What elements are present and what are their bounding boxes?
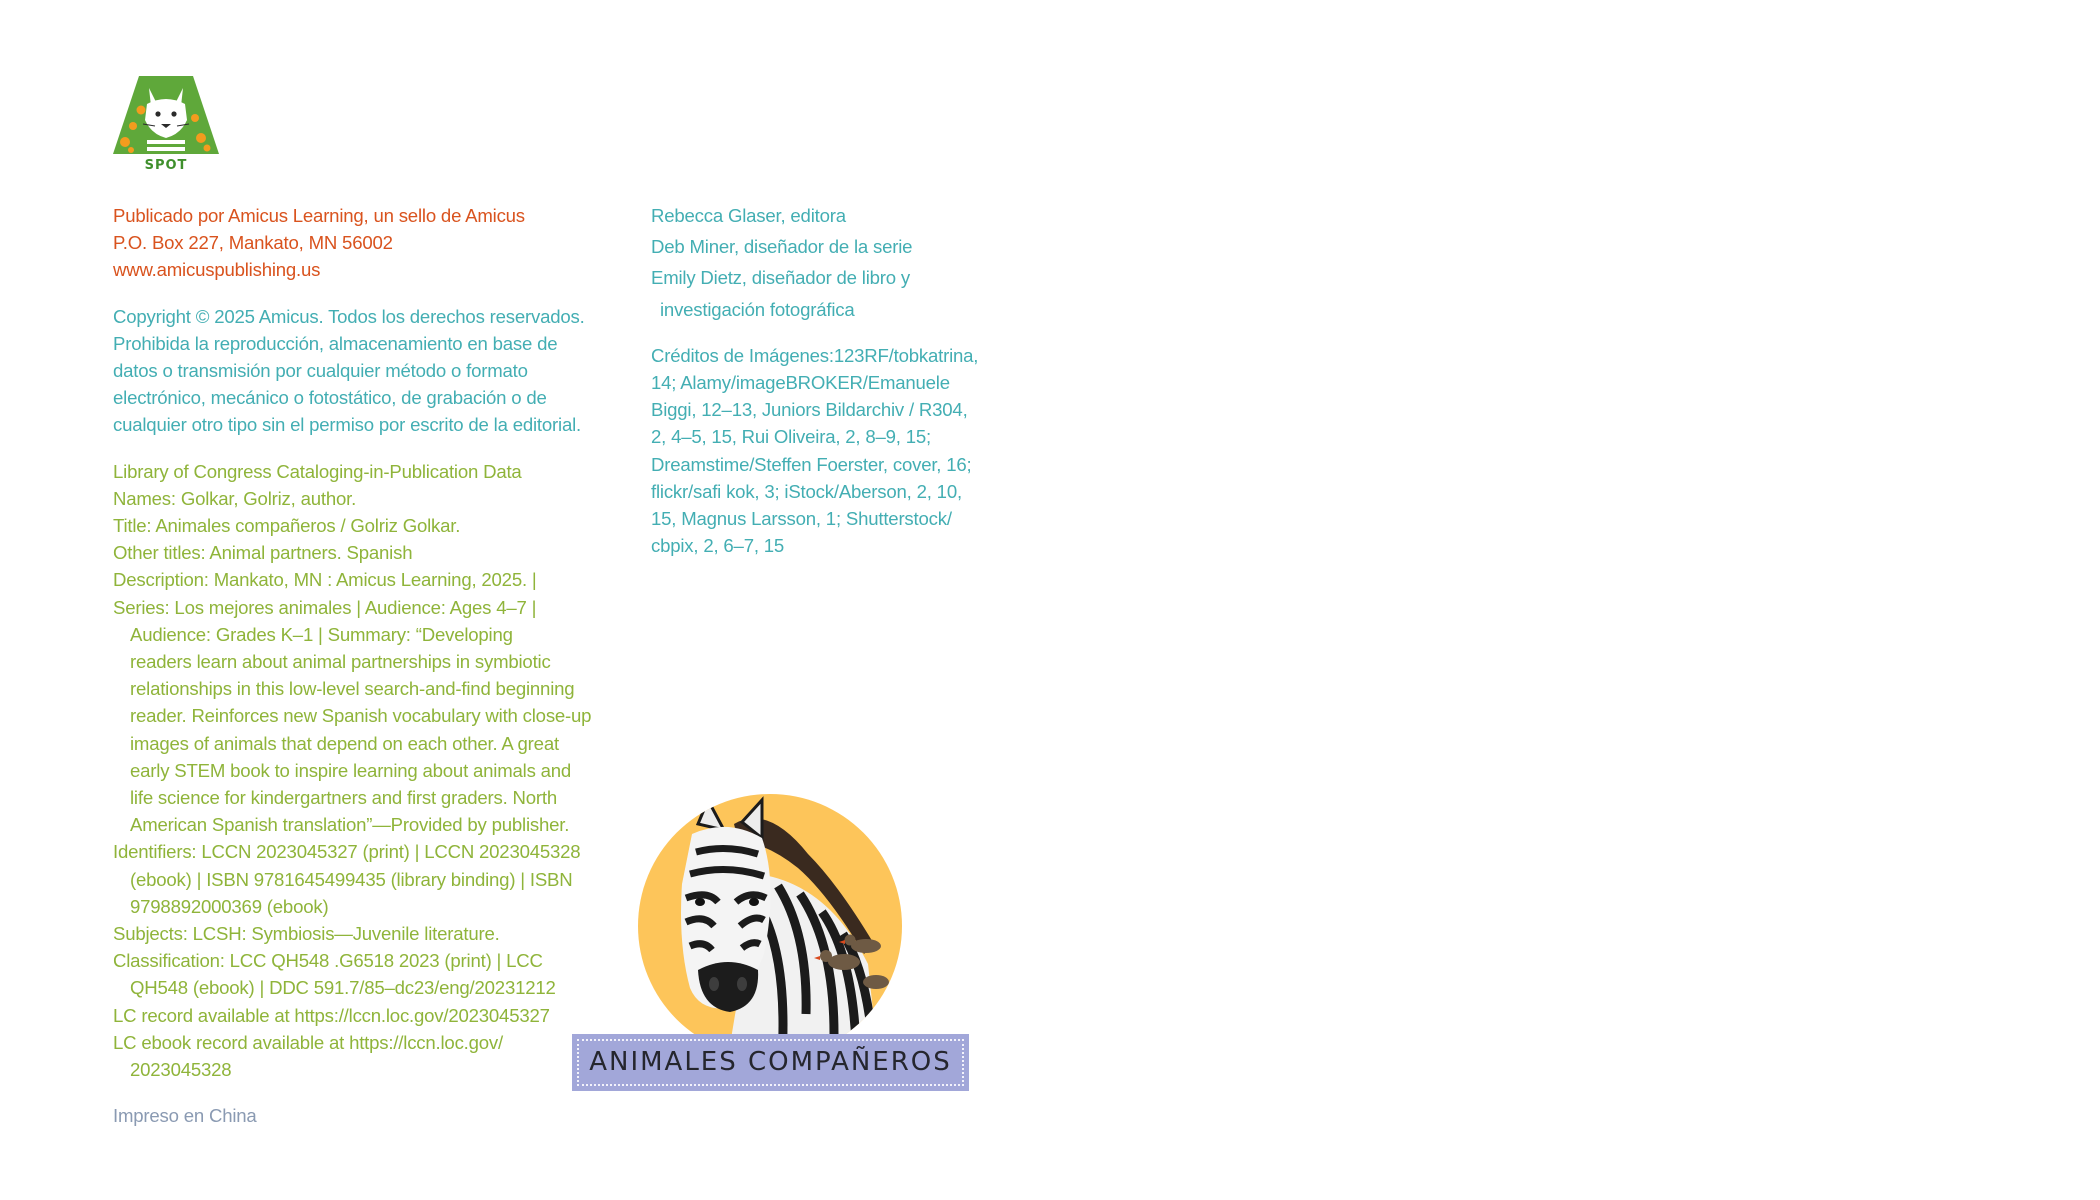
cip-description: Description: Mankato, MN : Amicus Learning, 2025. |: [113, 569, 537, 591]
cip-data-block: [113, 458, 592, 1084]
copyright-line: Prohibida la reproducción, almacenamiento en base de: [113, 332, 558, 354]
cip-identifiers: Identifiers: LCCN 2023045327 (print) | LCCN 2023045328: [113, 841, 581, 863]
cip-title: Title: Animales compañeros / Golriz Golkar.: [113, 515, 461, 537]
cip-summary-line: readers learn about animal partnerships in symbiotic: [130, 651, 551, 673]
lc-ebook-record: LC ebook record available at https://lccn.loc.gov/: [113, 1031, 503, 1053]
publisher-website: www.amicuspublishing.us: [113, 259, 321, 281]
series-badge: [572, 790, 969, 1090]
cip-summary-line: relationships in this low-level search-and-find beginning: [130, 678, 575, 700]
image-credits-line: 14; Alamy/imageBROKER/Emanuele: [651, 372, 950, 394]
cip-summary-line: early STEM book to inspire learning about animals and: [130, 759, 572, 781]
printed-in: Impreso en China: [113, 1105, 257, 1126]
cip-summary-line: life science for kindergartners and first graders. North: [130, 787, 557, 809]
cip-summary-line: images of animals that depend on each other. A great: [130, 732, 559, 754]
image-credits-line: cbpix, 2, 6–7, 15: [651, 535, 785, 557]
image-credits-block: [651, 342, 981, 560]
copyright-line: electrónico, mecánico o fotostático, de grabación o de: [113, 387, 547, 409]
book-designer-credit-line: investigación fotográfica: [660, 298, 855, 320]
series-title-banner: [572, 1034, 969, 1091]
series-title: ANIMALES COMPAÑEROS: [589, 1047, 952, 1077]
cip-series: Series: Los mejores animales | Audience: Ages 4–7 |: [113, 596, 537, 618]
image-credits-line: Dreamstime/Steffen Foerster, cover, 16;: [651, 453, 972, 475]
cip-summary-line: Audience: Grades K–1 | Summary: “Developing: [130, 623, 513, 645]
cip-names: Names: Golkar, Golriz, author.: [113, 487, 357, 509]
copyright-line: Copyright © 2025 Amicus. Todos los derechos reservados.: [113, 305, 585, 327]
cip-identifiers-line: (ebook) | ISBN 9781645499435 (library binding) | ISBN: [130, 868, 573, 890]
cip-identifiers-line: 9798892000369 (ebook): [130, 895, 329, 917]
cip-classification: Classification: LCC QH548 .G6518 2023 (print) | LCC: [113, 950, 543, 972]
staff-credits-block: [651, 202, 981, 323]
series-designer-credit: Deb Miner, diseñador de la serie: [651, 236, 913, 258]
spot-logo: [111, 74, 221, 176]
cip-other-titles: Other titles: Animal partners. Spanish: [113, 542, 413, 564]
publisher-address: P.O. Box 227, Mankato, MN 56002: [113, 232, 393, 254]
copyright-line: datos o transmisión por cualquier método o formato: [113, 360, 528, 382]
publisher-block: [113, 202, 573, 284]
credits-column: [651, 202, 981, 578]
image-credits-line: Biggi, 12–13, Juniors Bildarchiv / R304,: [651, 399, 968, 421]
copyright-block: [113, 303, 585, 439]
cip-summary-line: American Spanish translation”—Provided by publisher.: [130, 814, 570, 836]
zebra-icon: [638, 794, 902, 1058]
image-credits-line: 15, Magnus Larsson, 1; Shutterstock/: [651, 508, 952, 530]
cip-heading: Library of Congress Cataloging-in-Publication Data: [113, 460, 522, 482]
book-designer-credit: Emily Dietz, diseñador de libro y: [651, 267, 910, 289]
cip-classification-line: QH548 (ebook) | DDC 591.7/85–dc23/eng/20231212: [130, 977, 556, 999]
image-credits-line: flickr/safi kok, 3; iStock/Aberson, 2, 10,: [651, 480, 962, 502]
image-credits-line: Créditos de Imágenes:123RF/tobkatrina,: [651, 344, 979, 366]
image-credits-line: 2, 4–5, 15, Rui Oliveira, 2, 8–9, 15;: [651, 426, 931, 448]
cip-subjects: Subjects: LCSH: Symbiosis—Juvenile literature.: [113, 923, 500, 945]
copyright-line: cualquier otro tipo sin el permiso por escrito de la editorial.: [113, 414, 581, 436]
cip-summary-line: reader. Reinforces new Spanish vocabulary with close-up: [130, 705, 592, 727]
lc-record-link: LC record available at https://lccn.loc.gov/2023045327: [113, 1004, 550, 1026]
zebra-photo-circle: [638, 794, 902, 1058]
lc-ebook-record-line: 2023045328: [130, 1059, 232, 1081]
publisher-line: Publicado por Amicus Learning, un sello de Amicus: [113, 205, 525, 226]
copyright-info-column: [113, 202, 592, 1102]
editor-credit: Rebecca Glaser, editora: [651, 205, 846, 226]
spot-logo-text: SPOT: [144, 158, 188, 173]
